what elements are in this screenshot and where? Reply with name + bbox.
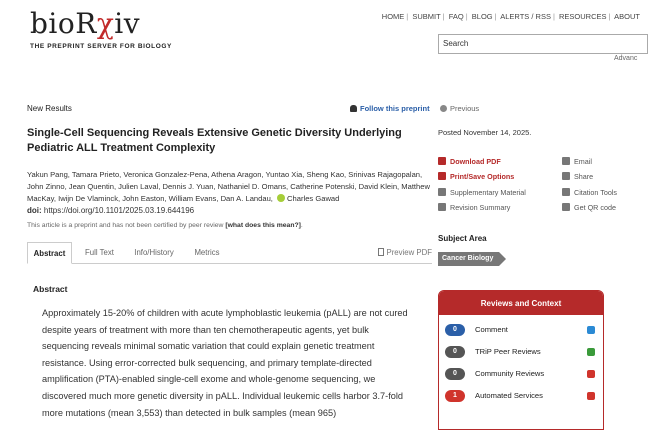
people-icon xyxy=(587,370,595,378)
preview-pdf-link[interactable]: Preview PDF xyxy=(378,248,433,257)
tab-info-history[interactable]: Info/History xyxy=(134,248,174,257)
follow-preprint-link[interactable]: Follow this preprint xyxy=(350,104,430,113)
count-badge: 1 xyxy=(445,390,465,402)
article-category: New Results xyxy=(27,104,72,113)
nav-faq[interactable]: FAQ xyxy=(448,12,464,21)
reviews-row-community[interactable] xyxy=(445,368,595,382)
paperclip-icon xyxy=(438,188,446,196)
nav-about[interactable]: ABOUT xyxy=(614,12,640,21)
printer-icon xyxy=(438,172,446,180)
nav-alerts-rss[interactable]: ALERTS / RSS xyxy=(500,12,551,21)
print-save-link[interactable]: Print/Save Options xyxy=(438,172,514,181)
share-icon xyxy=(562,172,570,180)
review-label: Comment xyxy=(475,325,508,334)
review-label: Community Reviews xyxy=(475,369,545,378)
count-badge: 0 xyxy=(445,324,465,336)
revision-summary-link[interactable]: Revision Summary xyxy=(438,203,510,212)
speech-bubble-icon xyxy=(587,326,595,334)
reviews-row-trip[interactable] xyxy=(445,346,595,360)
share-link[interactable]: Share xyxy=(562,172,593,181)
citation-tools-link[interactable]: Citation Tools xyxy=(562,188,617,197)
doi-link[interactable]: https://doi.org/10.1101/2025.03.19.644196 xyxy=(43,206,195,215)
review-label: TRiP Peer Reviews xyxy=(475,347,541,356)
subject-area-heading: Subject Area xyxy=(438,234,487,243)
posted-date: Posted November 14, 2025. xyxy=(438,128,532,137)
count-badge: 0 xyxy=(445,368,465,380)
reviews-row-comment[interactable] xyxy=(445,324,595,338)
reviews-heading: Reviews and Context xyxy=(439,291,603,315)
nav-home[interactable]: HOME xyxy=(381,12,405,21)
biorxiv-logo[interactable] xyxy=(30,8,172,50)
previous-link[interactable]: Previous xyxy=(440,104,479,113)
article-tabs xyxy=(27,242,432,264)
checkbox-icon xyxy=(587,348,595,356)
reviews-row-automated[interactable] xyxy=(445,390,595,404)
count-badge: 0 xyxy=(445,346,465,358)
advanced-search-link[interactable]: Advanc xyxy=(614,55,638,62)
envelope-icon xyxy=(562,157,570,165)
pencil-icon xyxy=(438,203,446,211)
author-list: Yakun Pang, Tamara Prieto, Veronica Gonzalez-Pena, Athena Aragon, Yuntao Xia, Sheng Kao, Srinivas Rajagopalan, John Zinno, Jean Quentin, Julien Laval, Dennis J. Yuan, Nathaniel D. Omans, Catherine Potenski, David Klein, Matthew MacKay, Iwijn De Vlaminck, John Easton, William Evans, Dan A. Landau, Charles Gawad xyxy=(27,170,430,203)
document-icon xyxy=(378,248,384,256)
tab-metrics[interactable]: Metrics xyxy=(194,248,220,257)
supplementary-material-link[interactable]: Supplementary Material xyxy=(438,188,526,197)
nav-submit[interactable]: SUBMIT xyxy=(412,12,441,21)
top-navigation: HOME | SUBMIT | FAQ | BLOG | ALERTS / RSS | RESOURCES | ABOUT xyxy=(381,12,640,21)
pdf-icon xyxy=(438,157,446,165)
what-does-this-mean-link[interactable]: [what does this mean?] xyxy=(225,222,301,229)
quote-icon xyxy=(562,188,570,196)
tab-full-text[interactable]: Full Text xyxy=(85,248,114,257)
review-label: Automated Services xyxy=(475,391,543,400)
arrow-left-icon xyxy=(440,105,447,112)
peer-review-disclaimer: This article is a preprint and has not been certified by peer review [what does this mean?]. xyxy=(27,222,303,229)
article-title: Single-Cell Sequencing Reveals Extensive Genetic Diversity Underlying Pediatric ALL Treatment Complexity xyxy=(27,127,402,154)
nav-blog[interactable]: BLOG xyxy=(471,12,493,21)
qr-code-link[interactable]: Get QR code xyxy=(562,203,616,212)
download-pdf-link[interactable]: Download PDF xyxy=(438,157,501,166)
reviews-and-context-panel xyxy=(438,290,604,430)
bell-icon xyxy=(350,105,357,112)
last-author[interactable]: Charles Gawad xyxy=(287,194,340,203)
subject-tag[interactable]: Cancer Biology xyxy=(438,252,499,266)
tab-abstract[interactable]: Abstract xyxy=(27,242,72,264)
abstract-heading: Abstract xyxy=(33,284,68,294)
gears-icon xyxy=(587,392,595,400)
qr-code-icon xyxy=(562,203,570,211)
abstract-text: Approximately 15-20% of children with acute lymphoblastic leukemia (pALL) are not cured despite years of treatment with more than ten chemotherapeutic agents, yet bulk sequencing reveals minimal somatic variation that could explain genetic treatment resistance. Using error-corrected bulk sequencing, and primary template-directed amplification (PTA)-enabled single-cell exome and whole-genome sequencing, we discovered much more genetic diversity in pALL. Individual leukemic cells harbor 3.7-fold more mutations (mean 3,553) than detected in bulk samples (mean 965) xyxy=(42,308,408,418)
email-link[interactable]: Email xyxy=(562,157,592,166)
logo-tagline: THE PREPRINT SERVER FOR BIOLOGY xyxy=(30,43,172,50)
nav-resources[interactable]: RESOURCES xyxy=(559,12,607,21)
search-input[interactable]: Search xyxy=(438,34,648,54)
logo-wordmark: bioRχiv xyxy=(30,7,141,40)
doi-line: doi: https://doi.org/10.1101/2025.03.19.644196 xyxy=(27,206,195,215)
orcid-icon[interactable] xyxy=(277,194,285,202)
